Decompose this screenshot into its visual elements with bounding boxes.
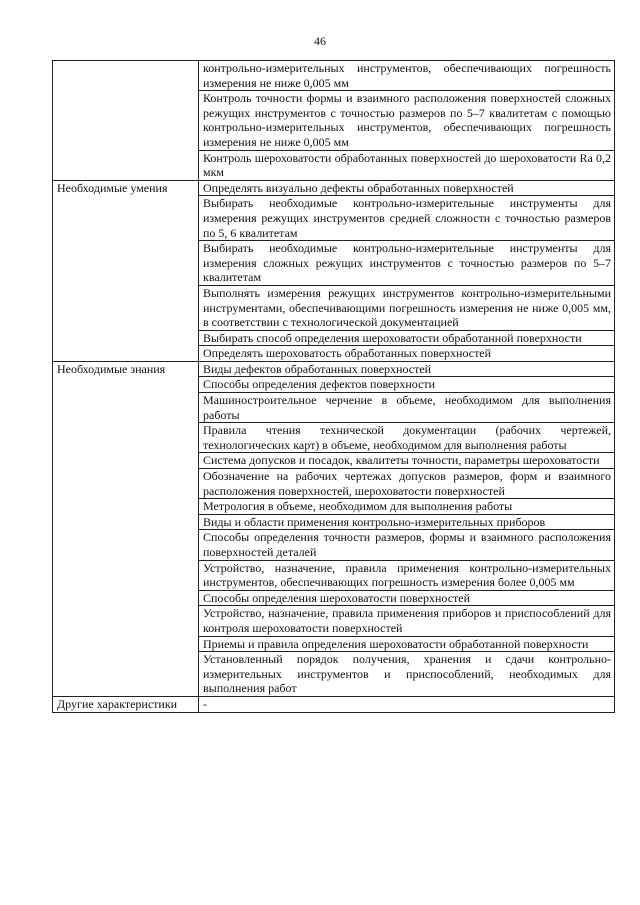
page-number: 46: [314, 34, 326, 48]
requirement-item: Установленный порядок получения, хранения и сдачи контрольно-измерительных инструментов и приспособлений, необходимых для выполнения работ: [199, 652, 615, 697]
requirement-item: Способы определения точности размеров, формы и взаимного расположения поверхностей деталей: [199, 530, 615, 560]
requirement-item: Машиностроительное черчение в объеме, необходимом для выполнения работы: [199, 393, 615, 423]
requirement-item: Выполнять измерения режущих инструментов контрольно-измерительными инструментами, обеспечивающими погрешность измерения не ниже 0,005 мм, в соответствии с технологической документацией: [199, 285, 615, 330]
requirement-item: Обозначение на рабочих чертежах допусков размеров, форм и взаимного расположения поверхностей, шероховатости поверхностей: [199, 469, 615, 499]
table-row: [53, 361, 615, 377]
requirement-item: Способы определения шероховатости поверхностей: [199, 590, 615, 606]
requirement-item: контрольно-измерительных инструментов, обеспечивающих погрешность измерения не ниже 0,005 мм: [199, 61, 615, 91]
section-label: [53, 61, 199, 181]
requirement-item: Определять шероховатость обработанных поверхностей: [199, 346, 615, 362]
requirement-item: -: [199, 696, 615, 712]
requirement-item: Контроль шероховатости обработанных поверхностей до шероховатости Ra 0,2 мкм: [199, 150, 615, 180]
section-label: Необходимые знания: [53, 361, 199, 696]
requirement-item: Определять визуально дефекты обработанных поверхностей: [199, 180, 615, 196]
requirement-item: Выбирать необходимые контрольно-измерительные инструменты для измерения сложных режущих инструментов с точностью размеров по 5–7 квалитетам: [199, 241, 615, 286]
table-row: [53, 61, 615, 91]
requirement-item: Устройство, назначение, правила применения контрольно-измерительных инструментов, обеспечивающих погрешность измерения более 0,005 мм: [199, 560, 615, 590]
requirement-item: Выбирать необходимые контрольно-измерительные инструменты для измерения режущих инструментов средней сложности с точностью размеров по 5, 6 квалитетам: [199, 196, 615, 241]
requirement-item: Способы определения дефектов поверхности: [199, 377, 615, 393]
requirement-item: Приемы и правила определения шероховатости обработанной поверхности: [199, 636, 615, 652]
requirement-item: Виды дефектов обработанных поверхностей: [199, 361, 615, 377]
requirement-item: Выбирать способ определения шероховатости обработанной поверхности: [199, 330, 615, 346]
requirement-item: Виды и области применения контрольно-измерительных приборов: [199, 514, 615, 530]
requirements-table: [52, 60, 615, 713]
requirement-item: Контроль точности формы и взаимного расположения поверхностей сложных режущих инструментов с точностью размеров по 5–7 квалитетам с помощью контрольно-измерительных инструментов, обеспечивающих погрешность измерения не ниже 0,005 мм: [199, 91, 615, 150]
table-row: [53, 696, 615, 712]
section-label: Другие характеристики: [53, 696, 199, 712]
requirement-item: Устройство, назначение, правила применения приборов и приспособлений для контроля шероховатости поверхностей: [199, 606, 615, 636]
requirement-item: Правила чтения технической документации (рабочих чертежей, технологических карт) в объеме, необходимом для выполнения работы: [199, 423, 615, 453]
section-label: Необходимые умения: [53, 180, 199, 361]
requirement-item: Система допусков и посадок, квалитеты точности, параметры шероховатости: [199, 453, 615, 469]
requirements-table-body: [53, 61, 615, 713]
table-row: [53, 180, 615, 196]
requirement-item: Метрология в объеме, необходимом для выполнения работы: [199, 499, 615, 515]
